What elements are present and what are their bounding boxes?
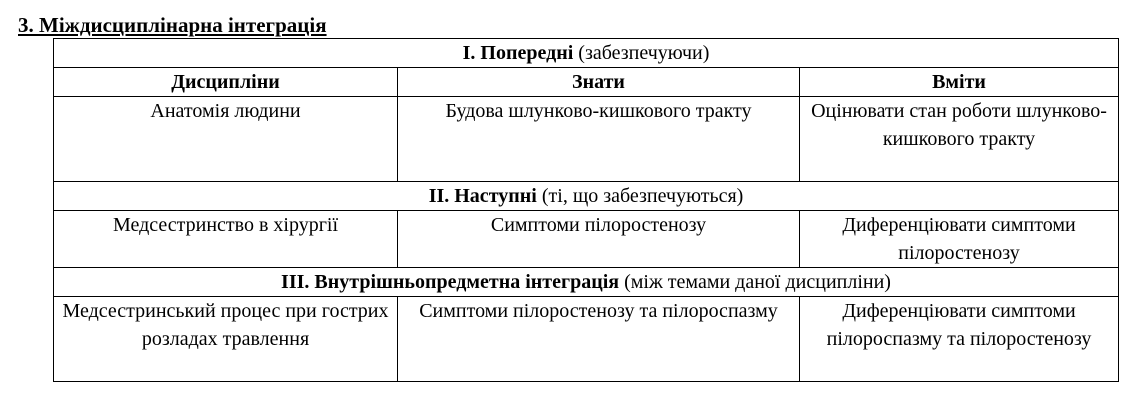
section-header-preceding xyxy=(54,39,1119,68)
able-cell: Диференціювати симптоми пілоростенозу xyxy=(800,211,1119,268)
table-row xyxy=(54,97,1119,182)
section-title-cell xyxy=(54,182,1119,211)
table-row xyxy=(54,297,1119,382)
column-header-know: Знати xyxy=(398,68,800,97)
know-cell: Будова шлунково-кишкового тракту xyxy=(398,97,800,182)
discipline-cell: Медсестринський процес при гострих розладах травлення xyxy=(54,297,398,382)
section-title-cell xyxy=(54,39,1119,68)
section-heading: 3. Міждисциплінарна інтеграція xyxy=(18,13,327,37)
section-title: I. Попередні xyxy=(462,42,574,64)
section-note: (ті, що забезпечуються) xyxy=(536,185,744,207)
section-header-internal xyxy=(54,268,1119,297)
column-header-able: Вміти xyxy=(800,68,1119,97)
know-cell: Симптоми пілоростенозу xyxy=(398,211,800,268)
integration-table xyxy=(53,38,1119,382)
section-title-cell xyxy=(54,268,1119,297)
know-cell: Симптоми пілоростенозу та пілороспазму xyxy=(398,297,800,382)
column-header-disciplines: Дисципліни xyxy=(54,68,398,97)
able-cell: Диференціювати симптоми пілороспазму та пілоростенозу xyxy=(800,297,1119,382)
section-title: III. Внутрішньопредметна інтеграція xyxy=(281,271,620,293)
discipline-cell: Анатомія людини xyxy=(54,97,398,182)
able-cell: Оцінювати стан роботи шлунково-кишкового тракту xyxy=(800,97,1119,182)
section-note: (між темами даної дисципліни) xyxy=(619,271,891,293)
discipline-cell: Медсестринство в хірургії xyxy=(54,211,398,268)
section-note: (забезпечуючи) xyxy=(573,42,710,64)
table-row xyxy=(54,211,1119,268)
section-header-following xyxy=(54,182,1119,211)
column-header-row xyxy=(54,68,1119,97)
section-title: II. Наступні xyxy=(428,185,537,207)
